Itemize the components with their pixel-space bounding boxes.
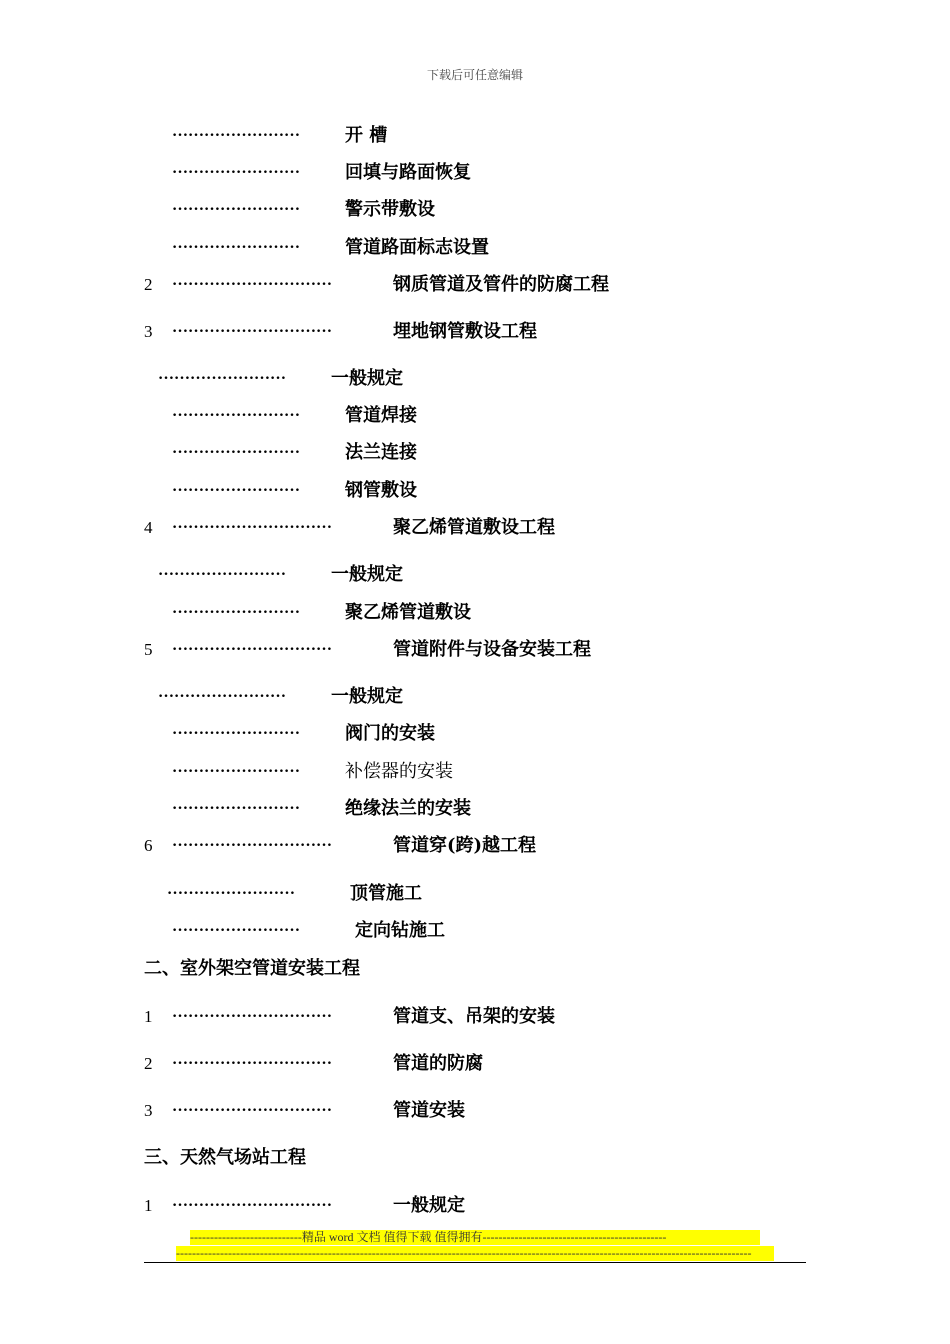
toc-entry-label: 钢质管道及管件的防腐工程 <box>393 274 609 295</box>
toc-entry <box>144 440 806 466</box>
footer-rule <box>144 1262 806 1263</box>
toc-entry-label: 回填与路面恢复 <box>345 162 471 183</box>
toc-entry <box>144 600 806 626</box>
toc-entry-label: 管道焊接 <box>345 405 417 426</box>
toc-dot-leader: …………………… <box>172 235 300 252</box>
toc-entry-label: 钢管敷设 <box>345 480 417 501</box>
toc-entry <box>144 918 806 944</box>
toc-dot-leader: …………………… <box>172 759 300 776</box>
toc-entry <box>144 833 806 859</box>
toc-dot-leader: ………………………… <box>172 515 332 532</box>
toc-entry-label: 补偿器的安装 <box>345 761 453 782</box>
toc-dot-leader: …………………… <box>172 478 300 495</box>
toc-entry <box>144 1051 806 1077</box>
section-heading-outdoor: 二、室外架空管道安装工程 <box>144 958 360 979</box>
toc-entry <box>144 637 806 663</box>
toc-entry <box>144 160 806 186</box>
toc-entry-label: 管道的防腐 <box>393 1053 483 1074</box>
toc-entry <box>144 403 806 429</box>
toc-dot-leader: …………………… <box>172 197 300 214</box>
section-heading-station: 三、天然气场站工程 <box>144 1147 306 1168</box>
toc-entry-label: 管道穿(跨)越工程 <box>393 835 537 856</box>
toc-entry-label: 警示带敷设 <box>345 199 435 220</box>
toc-dot-leader: ………………………… <box>172 1098 332 1115</box>
toc-dot-leader: …………………… <box>172 796 300 813</box>
toc-entry-label: 聚乙烯管道敷设工程 <box>393 517 555 538</box>
toc-entry-number: 4 <box>144 518 153 537</box>
toc-entry <box>144 319 806 345</box>
toc-entry <box>144 197 806 223</box>
toc-entry-number: 3 <box>144 322 153 341</box>
toc-dot-leader: …………………… <box>172 918 300 935</box>
toc-entry-label: 管道支、吊架的安装 <box>393 1006 555 1027</box>
toc-entry-label: 一般规定 <box>331 368 403 389</box>
toc-dot-leader: ………………………… <box>172 319 332 336</box>
toc-entry <box>144 881 806 907</box>
toc-entry <box>144 272 806 298</box>
toc-entry-label: 阀门的安装 <box>345 723 435 744</box>
toc-dot-leader: ………………………… <box>172 833 332 850</box>
toc-dot-leader: ………………………… <box>172 1193 332 1210</box>
toc-entry <box>144 684 806 710</box>
toc-entry-label: 定向钻施工 <box>355 920 445 941</box>
toc-entry-number: 6 <box>144 836 153 855</box>
toc-entry <box>144 721 806 747</box>
toc-entry-label: 管道附件与设备安装工程 <box>393 639 591 660</box>
toc-entry <box>144 235 806 261</box>
toc-entry-label: 开 槽 <box>345 125 388 146</box>
toc-entry-label: 管道路面标志设置 <box>345 237 489 258</box>
toc-entry <box>144 796 806 822</box>
toc-dot-leader: …………………… <box>167 881 295 898</box>
toc-dot-leader: …………………… <box>172 440 300 457</box>
toc-dot-leader: …………………… <box>172 721 300 738</box>
toc-entry-number: 2 <box>144 1054 153 1073</box>
toc-entry <box>144 1004 806 1030</box>
toc-entry <box>144 759 806 785</box>
toc-entry-number: 5 <box>144 640 153 659</box>
toc-entry-label: 一般规定 <box>393 1195 465 1216</box>
toc-entry <box>144 123 806 149</box>
toc-dot-leader: …………………… <box>172 600 300 617</box>
toc-entry <box>144 515 806 541</box>
toc-entry <box>144 1193 806 1219</box>
toc-entry-label: 一般规定 <box>331 686 403 707</box>
toc-entry-label: 顶管施工 <box>350 883 422 904</box>
toc-dot-leader: ………………………… <box>172 1051 332 1068</box>
toc-entry <box>144 366 806 392</box>
footer-banner-line2: ------------------------------------------------------------------------------------------------------------------------------------------------ <box>176 1246 774 1261</box>
toc-entry-number: 1 <box>144 1007 153 1026</box>
toc-entry-number: 3 <box>144 1101 153 1120</box>
toc-dot-leader: …………………… <box>158 562 286 579</box>
toc-entry <box>144 1098 806 1124</box>
toc-dot-leader: …………………… <box>172 160 300 177</box>
toc-entry-label: 一般规定 <box>331 564 403 585</box>
toc-entry <box>144 478 806 504</box>
toc-dot-leader: ………………………… <box>172 637 332 654</box>
toc-entry-number: 1 <box>144 1196 153 1215</box>
footer-banner-line1: ----------------------------精品 word 文档 值得下载 值得拥有---------------------------------------------- <box>190 1230 760 1245</box>
toc-dot-leader: …………………… <box>172 403 300 420</box>
toc-entry <box>144 562 806 588</box>
toc-entry-label: 管道安装 <box>393 1100 465 1121</box>
toc-dot-leader: …………………… <box>158 366 286 383</box>
toc-dot-leader: …………………… <box>172 123 300 140</box>
toc-dot-leader: ………………………… <box>172 272 332 289</box>
toc-entry-label: 法兰连接 <box>345 442 417 463</box>
toc-entry-label: 绝缘法兰的安装 <box>345 798 471 819</box>
toc-entry-label: 聚乙烯管道敷设 <box>345 602 471 623</box>
page-header: 下载后可任意编辑 <box>426 68 523 82</box>
toc-entry-label: 埋地钢管敷设工程 <box>393 321 537 342</box>
toc-dot-leader: ………………………… <box>172 1004 332 1021</box>
toc-entry-number: 2 <box>144 275 153 294</box>
toc-dot-leader: …………………… <box>158 684 286 701</box>
